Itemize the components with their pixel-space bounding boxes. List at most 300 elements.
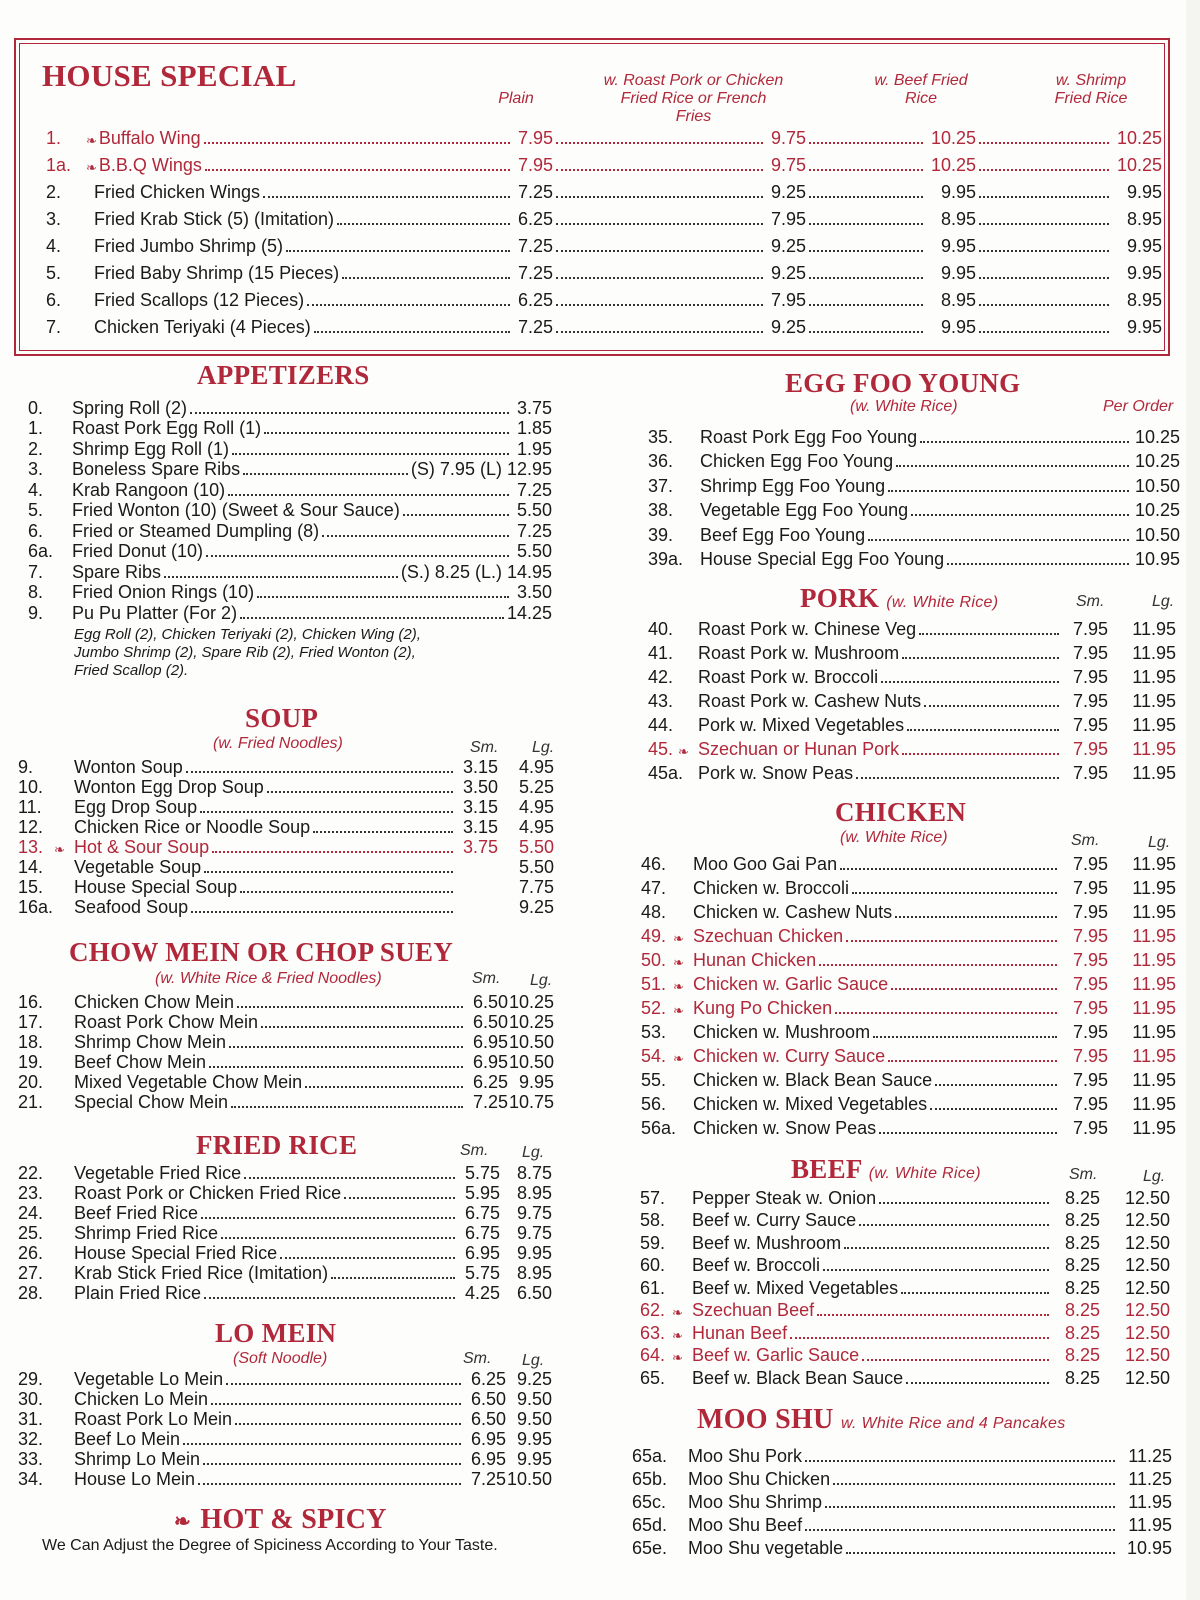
item-number: 65b. bbox=[632, 1469, 668, 1489]
price-large: 11.95 bbox=[1132, 1046, 1176, 1066]
menu-item-row bbox=[28, 603, 552, 624]
item-name: Moo Shu Beef bbox=[688, 1515, 803, 1535]
item-name-cell bbox=[46, 155, 553, 176]
menu-item-row bbox=[648, 640, 1176, 664]
menu-item-row bbox=[46, 122, 1170, 149]
menu-item-row bbox=[641, 923, 1176, 947]
price-large: 9.95 bbox=[516, 1243, 552, 1263]
dot-leader bbox=[817, 1314, 1049, 1316]
dot-leader bbox=[183, 1443, 461, 1445]
item-number: 45a. bbox=[648, 763, 684, 783]
moo-shu-subtitle: w. White Rice and 4 Pancakes bbox=[840, 1415, 1066, 1432]
dot-leader bbox=[809, 250, 923, 252]
dot-leader bbox=[186, 771, 453, 773]
price-small: 7.95 bbox=[1072, 691, 1108, 711]
item-number: 28. bbox=[18, 1283, 44, 1303]
price-large: 9.95 bbox=[516, 1429, 552, 1449]
price-small: 6.95 bbox=[472, 1032, 508, 1052]
menu-item-row bbox=[648, 472, 1180, 497]
item-number: 65. bbox=[640, 1367, 666, 1388]
beef-title bbox=[791, 1154, 981, 1185]
dot-leader bbox=[935, 1084, 1057, 1086]
price-small: 7.25 bbox=[472, 1092, 508, 1112]
item-name: Moo Goo Gai Pan bbox=[693, 854, 838, 874]
item-name: Shrimp Egg Foo Young bbox=[700, 475, 886, 496]
item-name-cell bbox=[46, 209, 553, 230]
price-small: 7.95 bbox=[1072, 878, 1108, 898]
item-price: 10.95 bbox=[1134, 549, 1180, 569]
dot-leader bbox=[307, 304, 510, 306]
price-small: 3.15 bbox=[462, 797, 498, 817]
price-large: 5.25 bbox=[518, 777, 554, 797]
item-name: Shrimp Fried Rice bbox=[74, 1223, 219, 1243]
price-large: 11.95 bbox=[1132, 854, 1176, 874]
item-name: House Lo Mein bbox=[74, 1469, 196, 1489]
item-name: Mixed Vegetable Chow Mein bbox=[74, 1072, 303, 1092]
price-large: 9.95 bbox=[518, 1072, 554, 1092]
price-large: 11.95 bbox=[1132, 715, 1176, 735]
item-name: Beef Lo Mein bbox=[74, 1429, 181, 1449]
dot-leader bbox=[902, 753, 1059, 755]
dot-leader bbox=[906, 1382, 1049, 1384]
chow-mein-list bbox=[18, 993, 554, 1113]
dot-leader bbox=[873, 1036, 1057, 1038]
dot-leader bbox=[235, 1423, 461, 1425]
dot-leader bbox=[228, 494, 509, 496]
price-beef-rice: 9.95 bbox=[940, 263, 976, 283]
price-large: 11.95 bbox=[1132, 667, 1176, 687]
dot-leader bbox=[979, 277, 1109, 279]
price-plain: 6.25 bbox=[517, 209, 553, 229]
chili-pepper-icon: ❧ bbox=[672, 1327, 683, 1343]
item-name: Beef w. Garlic Sauce bbox=[692, 1345, 860, 1365]
item-name: Spring Roll (2) bbox=[72, 397, 188, 418]
dot-leader bbox=[846, 1552, 1115, 1554]
chili-pepper-icon: ❧ bbox=[672, 1305, 683, 1320]
price-cell bbox=[976, 209, 1162, 230]
menu-item-row bbox=[28, 398, 552, 419]
menu-item-row bbox=[28, 583, 552, 604]
menu-item-row bbox=[46, 257, 1170, 284]
price-cell bbox=[553, 155, 806, 176]
menu-item-row bbox=[18, 1013, 554, 1033]
item-number: 50. bbox=[641, 950, 667, 970]
menu-item-row bbox=[28, 501, 552, 522]
item-name: Roast Pork or Chicken Fried Rice bbox=[74, 1183, 342, 1203]
chow-mein-lg-header: Lg. bbox=[530, 972, 553, 989]
menu-item-row bbox=[641, 1091, 1176, 1115]
item-name: Fried Chicken Wings bbox=[94, 182, 261, 202]
item-number: 15. bbox=[18, 877, 44, 897]
price-roast-pork-rice: 9.75 bbox=[770, 155, 806, 175]
item-price: (S) 7.95 (L) 12.95 bbox=[410, 459, 552, 479]
item-number: 2. bbox=[46, 182, 62, 202]
item-number: 42. bbox=[648, 667, 674, 687]
item-number: 61. bbox=[640, 1277, 666, 1298]
item-number: 36. bbox=[648, 451, 674, 471]
price-small: 7.25 bbox=[470, 1469, 506, 1489]
item-name: Chicken w. Black Bean Sauce bbox=[693, 1070, 933, 1090]
price-small: 6.75 bbox=[464, 1223, 500, 1243]
item-name: Hot & Sour Soup bbox=[74, 837, 210, 857]
moo-shu-list bbox=[632, 1444, 1172, 1559]
menu-item-row bbox=[28, 439, 552, 460]
item-name: House Special Soup bbox=[74, 877, 238, 897]
item-number: 12. bbox=[18, 817, 44, 837]
item-name-cell bbox=[46, 317, 553, 338]
item-number: 23. bbox=[18, 1183, 44, 1203]
price-small: 6.95 bbox=[464, 1243, 500, 1263]
dot-leader bbox=[280, 1257, 455, 1259]
price-plain: 6.25 bbox=[517, 290, 553, 310]
item-number: 14. bbox=[18, 857, 44, 877]
menu-item-row bbox=[28, 521, 552, 542]
menu-item-row bbox=[641, 995, 1176, 1019]
dot-leader bbox=[556, 142, 763, 144]
price-large: 11.95 bbox=[1132, 691, 1176, 711]
menu-item-row bbox=[28, 562, 552, 583]
item-number: 48. bbox=[641, 902, 667, 922]
item-number: 19. bbox=[18, 1052, 44, 1072]
item-name: Moo Shu vegetable bbox=[688, 1538, 844, 1558]
price-small: 7.95 bbox=[1072, 974, 1108, 994]
menu-item-row bbox=[18, 1390, 552, 1410]
price-small: 6.25 bbox=[472, 1072, 508, 1092]
item-name: Chicken Chow Mein bbox=[74, 992, 235, 1012]
dot-leader bbox=[237, 1006, 463, 1008]
menu-item-row bbox=[640, 1186, 1170, 1209]
item-number: 55. bbox=[641, 1070, 667, 1090]
dot-leader bbox=[979, 304, 1109, 306]
item-name: Chicken w. Mushroom bbox=[693, 1022, 871, 1042]
item-price: 5.50 bbox=[516, 500, 552, 520]
price-plain: 7.25 bbox=[517, 182, 553, 202]
dot-leader bbox=[203, 1463, 461, 1465]
menu-item-row bbox=[640, 1344, 1170, 1367]
dot-leader bbox=[164, 576, 398, 578]
price-small: 3.50 bbox=[462, 777, 498, 797]
price-large: 12.50 bbox=[1124, 1345, 1170, 1365]
price-cell bbox=[976, 182, 1162, 203]
menu-item-row bbox=[641, 875, 1176, 899]
item-name: Egg Drop Soup bbox=[74, 797, 198, 817]
item-price: 7.25 bbox=[516, 520, 552, 541]
price-small: 6.50 bbox=[470, 1409, 506, 1429]
price-cell bbox=[553, 128, 806, 149]
dot-leader bbox=[209, 1066, 463, 1068]
dot-leader bbox=[979, 169, 1109, 171]
soup-subtitle: (w. Fried Noodles) bbox=[213, 735, 343, 752]
price-cell bbox=[976, 155, 1162, 176]
price-large: 11.95 bbox=[1132, 1070, 1176, 1090]
menu-item-row bbox=[648, 760, 1176, 784]
price-large: 8.95 bbox=[516, 1183, 552, 1203]
item-price: 10.25 bbox=[1134, 426, 1180, 447]
item-number: 1. bbox=[28, 418, 44, 438]
menu-item-row bbox=[640, 1209, 1170, 1232]
dot-leader bbox=[556, 277, 763, 279]
dot-leader bbox=[556, 250, 763, 252]
menu-item-row bbox=[648, 423, 1180, 448]
item-name: Hunan Chicken bbox=[693, 950, 817, 970]
price-beef-rice: 9.95 bbox=[940, 317, 976, 337]
hot-spicy-title bbox=[172, 1504, 387, 1536]
dot-leader bbox=[809, 142, 923, 144]
menu-item-row bbox=[648, 521, 1180, 546]
house-special-box bbox=[14, 38, 1170, 356]
item-name-cell bbox=[46, 236, 553, 257]
price-shrimp-rice: 10.25 bbox=[1116, 155, 1162, 175]
egg-foo-young-per-order: Per Order bbox=[1103, 398, 1174, 415]
col-header-beef: w. Beef Fried Rice bbox=[874, 72, 968, 107]
item-number: 65c. bbox=[632, 1492, 667, 1512]
price-small: 7.95 bbox=[1072, 1118, 1108, 1138]
menu-item-row bbox=[28, 542, 552, 563]
menu-item-row bbox=[18, 758, 554, 778]
menu-item-row bbox=[18, 1033, 554, 1053]
item-number: 29. bbox=[18, 1369, 44, 1389]
price-large: 10.25 bbox=[508, 992, 554, 1012]
dot-leader bbox=[881, 681, 1059, 683]
dot-leader bbox=[919, 633, 1059, 635]
price-shrimp-rice: 9.95 bbox=[1126, 317, 1162, 337]
item-name: Wonton Soup bbox=[74, 757, 183, 777]
menu-item-row bbox=[46, 230, 1170, 257]
chili-pepper-icon: ❧ bbox=[673, 979, 684, 994]
menu-item-row bbox=[46, 149, 1170, 176]
item-number: 6. bbox=[46, 290, 62, 310]
price-large: 10.75 bbox=[508, 1092, 554, 1112]
price-small: 3.15 bbox=[462, 817, 498, 837]
item-name: Beef Fried Rice bbox=[74, 1203, 199, 1223]
item-price: 11.25 bbox=[1128, 1469, 1172, 1489]
item-number: 4. bbox=[28, 479, 44, 500]
price-beef-rice: 8.95 bbox=[940, 290, 976, 310]
price-small: 6.50 bbox=[470, 1389, 506, 1409]
price-roast-pork-rice: 7.95 bbox=[770, 209, 806, 229]
item-name: Shrimp Lo Mein bbox=[74, 1449, 201, 1469]
dot-leader bbox=[979, 223, 1109, 225]
item-price: 11.95 bbox=[1128, 1515, 1172, 1535]
menu-item-row bbox=[28, 480, 552, 501]
price-plain: 7.95 bbox=[517, 128, 553, 148]
dot-leader bbox=[201, 1217, 455, 1219]
item-number: 46. bbox=[641, 854, 667, 874]
pork-list bbox=[648, 616, 1176, 784]
menu-item-row bbox=[18, 1470, 552, 1490]
price-large: 10.50 bbox=[508, 1052, 554, 1072]
item-name: Roast Pork Egg Roll (1) bbox=[72, 418, 262, 438]
pork-title bbox=[800, 583, 998, 614]
menu-item-row bbox=[46, 203, 1170, 230]
item-name: Beef Egg Foo Young bbox=[700, 524, 866, 545]
item-price: 10.50 bbox=[1134, 524, 1180, 545]
item-name: Kung Po Chicken bbox=[693, 998, 833, 1018]
price-large: 9.25 bbox=[518, 897, 554, 917]
item-name: Beef w. Curry Sauce bbox=[692, 1210, 857, 1230]
menu-item-row bbox=[632, 1467, 1172, 1490]
chili-pepper-icon: ❧ bbox=[54, 842, 65, 857]
menu-item-row bbox=[640, 1299, 1170, 1322]
menu-item-row bbox=[641, 1043, 1176, 1067]
menu-item-row bbox=[640, 1231, 1170, 1254]
price-cell bbox=[806, 317, 976, 338]
menu-item-row bbox=[46, 311, 1170, 338]
price-small: 6.50 bbox=[472, 1012, 508, 1032]
price-large: 10.50 bbox=[508, 1032, 554, 1052]
item-name: Fried Jumbo Shrimp (5) bbox=[94, 236, 284, 256]
dot-leader bbox=[204, 142, 510, 144]
item-name: Moo Shu Chicken bbox=[688, 1469, 831, 1489]
item-name: Chicken Egg Foo Young bbox=[700, 451, 894, 471]
price-beef-rice: 10.25 bbox=[930, 128, 976, 148]
dot-leader bbox=[809, 196, 923, 198]
fried-rice-sm-header: Sm. bbox=[460, 1142, 489, 1159]
price-shrimp-rice: 8.95 bbox=[1126, 209, 1162, 229]
dot-leader bbox=[331, 1277, 455, 1279]
item-name: Beef Chow Mein bbox=[74, 1052, 207, 1072]
item-name: Chicken w. Garlic Sauce bbox=[693, 974, 889, 994]
item-number: 2. bbox=[28, 438, 44, 459]
price-cell bbox=[806, 263, 976, 284]
dot-leader bbox=[805, 1529, 1115, 1531]
dot-leader bbox=[267, 791, 453, 793]
price-large: 9.50 bbox=[516, 1409, 552, 1429]
item-name: Chicken w. Curry Sauce bbox=[693, 1046, 886, 1066]
item-name: Fried Wonton (10) (Sweet & Sour Sauce) bbox=[72, 500, 400, 520]
dot-leader bbox=[200, 811, 453, 813]
item-name-cell bbox=[46, 128, 553, 149]
price-large: 11.95 bbox=[1132, 1022, 1176, 1042]
dot-leader bbox=[556, 169, 763, 171]
item-number: 44. bbox=[648, 715, 674, 735]
item-number: 41. bbox=[648, 643, 674, 663]
item-name: Roast Pork Chow Mein bbox=[74, 1012, 259, 1032]
price-cell bbox=[976, 128, 1162, 149]
menu-item-row bbox=[632, 1513, 1172, 1536]
dot-leader bbox=[891, 988, 1057, 990]
menu-item-row bbox=[18, 858, 554, 878]
price-small: 8.25 bbox=[1064, 1322, 1100, 1343]
pork-sm-header: Sm. bbox=[1076, 593, 1105, 610]
dot-leader bbox=[556, 223, 763, 225]
item-number: 5. bbox=[46, 263, 62, 283]
item-name: House Special Fried Rice bbox=[74, 1243, 278, 1263]
fried-rice-list bbox=[18, 1164, 552, 1304]
chow-mein-sm-header: Sm. bbox=[472, 970, 501, 987]
price-small: 7.95 bbox=[1072, 1046, 1108, 1066]
dot-leader bbox=[819, 964, 1057, 966]
price-small: 5.75 bbox=[464, 1163, 500, 1183]
dot-leader bbox=[240, 617, 504, 619]
dot-leader bbox=[907, 729, 1059, 731]
chili-pepper-icon: ❧ bbox=[673, 1051, 684, 1066]
dot-leader bbox=[229, 1046, 463, 1048]
price-large: 4.95 bbox=[518, 757, 554, 777]
price-large: 6.50 bbox=[516, 1283, 552, 1303]
dot-leader bbox=[809, 277, 923, 279]
dot-leader bbox=[844, 1247, 1049, 1249]
menu-item-row bbox=[18, 778, 554, 798]
price-large: 9.25 bbox=[516, 1369, 552, 1389]
price-large: 12.50 bbox=[1124, 1232, 1170, 1253]
menu-item-row bbox=[18, 1093, 554, 1113]
item-number: 60. bbox=[640, 1255, 666, 1275]
dot-leader bbox=[888, 490, 1129, 492]
item-name: Beef w. Mushroom bbox=[692, 1232, 842, 1253]
dot-leader bbox=[852, 892, 1057, 894]
item-number: 64. bbox=[640, 1345, 666, 1365]
price-roast-pork-rice: 9.25 bbox=[770, 236, 806, 256]
price-cell bbox=[806, 209, 976, 230]
dot-leader bbox=[206, 555, 509, 557]
item-number: 63. bbox=[640, 1322, 666, 1343]
item-number: 31. bbox=[18, 1409, 44, 1429]
item-name: Fried Donut (10) bbox=[72, 541, 204, 561]
item-number: 52. bbox=[641, 998, 667, 1018]
dot-leader bbox=[190, 412, 509, 414]
item-name: Special Chow Mein bbox=[74, 1092, 229, 1112]
beef-subtitle: (w. White Rice) bbox=[868, 1165, 981, 1182]
price-small: 7.95 bbox=[1072, 1094, 1108, 1114]
chili-pepper-icon: ❧ bbox=[678, 744, 689, 759]
dot-leader bbox=[888, 1060, 1057, 1062]
menu-item-row bbox=[18, 1204, 552, 1224]
item-price: 11.95 bbox=[1128, 1492, 1172, 1512]
item-name-cell bbox=[46, 182, 553, 203]
chili-pepper-icon: ❧ bbox=[673, 955, 684, 970]
dot-leader bbox=[212, 851, 453, 853]
dot-leader bbox=[902, 657, 1059, 659]
dot-leader bbox=[244, 1177, 455, 1179]
item-name: Pork w. Mixed Vegetables bbox=[698, 715, 905, 735]
item-number: 9. bbox=[18, 757, 34, 777]
menu-item-row bbox=[18, 898, 554, 918]
item-number: 65d. bbox=[632, 1515, 668, 1535]
item-name: House Special Egg Foo Young bbox=[700, 549, 945, 569]
item-name: Hunan Beef bbox=[692, 1322, 788, 1343]
price-cell bbox=[553, 317, 806, 338]
dot-leader bbox=[344, 1197, 455, 1199]
item-name: Roast Pork w. Mushroom bbox=[698, 643, 900, 663]
price-small: 8.25 bbox=[1064, 1232, 1100, 1253]
item-number: 7. bbox=[46, 317, 62, 337]
price-small: 6.75 bbox=[464, 1203, 500, 1223]
item-number: 47. bbox=[641, 878, 667, 898]
dot-leader bbox=[809, 169, 923, 171]
house-special-title: HOUSE SPECIAL bbox=[42, 58, 297, 93]
price-small: 6.50 bbox=[472, 992, 508, 1012]
price-small: 8.25 bbox=[1064, 1345, 1100, 1365]
price-large: 12.50 bbox=[1124, 1255, 1170, 1275]
item-number: 9. bbox=[28, 602, 44, 623]
dot-leader bbox=[286, 250, 510, 252]
dot-leader bbox=[231, 1106, 463, 1108]
platter-note-line: Jumbo Shrimp (2), Spare Rib (2), Fried Wonton (2), bbox=[74, 644, 416, 661]
menu-item-row bbox=[46, 176, 1170, 203]
item-price: 10.50 bbox=[1134, 475, 1180, 496]
menu-item-row bbox=[632, 1444, 1172, 1467]
hot-spicy-label: HOT & SPICY bbox=[200, 1504, 387, 1535]
item-name: Boneless Spare Ribs bbox=[72, 459, 241, 479]
menu-item-row bbox=[18, 1430, 552, 1450]
price-shrimp-rice: 10.25 bbox=[1116, 128, 1162, 148]
item-name: Chicken w. Mixed Vegetables bbox=[693, 1094, 928, 1114]
price-beef-rice: 9.95 bbox=[940, 236, 976, 256]
chili-pepper-icon: ❧ bbox=[673, 931, 684, 946]
dot-leader bbox=[809, 331, 923, 333]
item-number: 39. bbox=[648, 524, 674, 545]
